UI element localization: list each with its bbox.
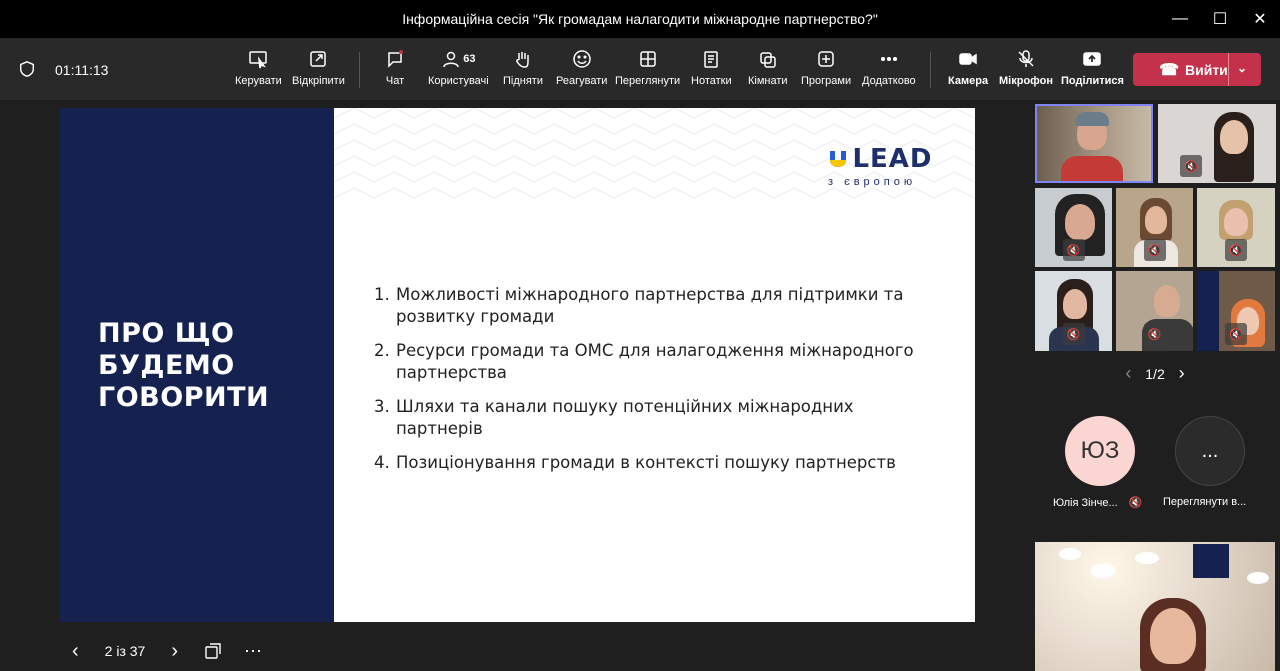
- mic-label: Мікрофон: [999, 75, 1054, 87]
- view-all-button[interactable]: [1175, 416, 1245, 486]
- leave-label: Вийти: [1185, 61, 1228, 78]
- self-video-tile[interactable]: [1035, 542, 1275, 671]
- notes-icon: [700, 48, 722, 70]
- more-icon: [878, 48, 900, 70]
- mic-off-icon: 🔇: [1128, 497, 1143, 509]
- list-item: [374, 284, 944, 328]
- chevron-down-icon[interactable]: ⌄: [1237, 61, 1248, 75]
- mic-off-icon: 🔇: [1063, 323, 1085, 345]
- rooms-button[interactable]: [748, 48, 788, 92]
- video-tile[interactable]: [1197, 271, 1275, 351]
- item-text: Позиціонування громади в контексті пошуку партнерств: [396, 453, 896, 472]
- video-tile[interactable]: [1116, 188, 1193, 267]
- banner-strip: [1197, 271, 1219, 351]
- raise-hand-button[interactable]: [503, 48, 543, 92]
- mic-off-icon: 🔇: [1180, 155, 1202, 177]
- share-label: Поділитися: [1061, 75, 1124, 87]
- people-label: Користувачі: [428, 75, 489, 87]
- chevron-right-icon[interactable]: ›: [1178, 363, 1185, 383]
- apps-label: Програми: [801, 75, 852, 87]
- chat-label: Чат: [385, 75, 405, 87]
- view-button[interactable]: [615, 48, 680, 92]
- avatar[interactable]: [1065, 416, 1135, 486]
- meeting-timer: 01:11:13: [55, 62, 109, 78]
- chat-button[interactable]: [384, 48, 406, 92]
- shield-icon: [18, 60, 36, 78]
- notes-button[interactable]: [691, 48, 732, 92]
- avatar-initials: ЮЗ: [1080, 437, 1120, 464]
- rooms-icon: [757, 48, 779, 70]
- camera-label: Камера: [948, 75, 989, 87]
- camera-button[interactable]: [948, 48, 988, 92]
- view-icon: [637, 48, 659, 70]
- raise-hand-icon: [512, 48, 534, 70]
- list-item: [374, 452, 944, 474]
- mic-off-icon: 🔇: [1144, 323, 1166, 345]
- list-item: [374, 340, 944, 384]
- item-number: 3.: [374, 397, 390, 416]
- people-icon: [434, 48, 482, 70]
- heading-line: ГОВОРИТИ: [98, 382, 270, 413]
- item-number: 4.: [374, 453, 390, 472]
- view-all-label: Переглянути в...: [1163, 496, 1247, 508]
- title-bar: [0, 0, 1280, 38]
- control-label: Керувати: [235, 75, 282, 87]
- video-tile[interactable]: [1035, 104, 1153, 183]
- agenda-list: [374, 284, 944, 486]
- leave-divider: [1228, 53, 1229, 86]
- heading-line: БУДЕМО: [98, 350, 235, 381]
- chevron-left-icon[interactable]: ‹: [1125, 363, 1132, 383]
- chevron-right-icon[interactable]: ›: [171, 639, 179, 662]
- people-button[interactable]: [428, 48, 489, 92]
- video-tile[interactable]: [1116, 271, 1193, 351]
- video-tile[interactable]: [1158, 104, 1276, 183]
- pager-label: 1/2: [1145, 366, 1165, 382]
- ulead-u-icon: [828, 149, 848, 169]
- apps-icon: [815, 48, 837, 70]
- participant-name-text: Юлія Зінче...: [1053, 497, 1118, 509]
- leave-button[interactable]: [1133, 53, 1261, 86]
- camera-icon: [957, 48, 979, 70]
- item-text: Можливості міжнародного партнерства для підтримки та розвитку громади: [396, 285, 904, 326]
- control-button[interactable]: [235, 48, 282, 92]
- ulead-logo: [828, 144, 933, 188]
- video-tile[interactable]: [1035, 188, 1112, 267]
- more-options-icon[interactable]: ⋯: [244, 640, 264, 661]
- mic-off-icon: 🔇: [1225, 323, 1247, 345]
- mic-off-icon: 🔇: [1063, 239, 1085, 261]
- participant-hair: [1075, 112, 1109, 126]
- toolbar-divider: [359, 52, 360, 88]
- heading-line: ПРО ЩО: [98, 318, 235, 349]
- participant-face: [1065, 204, 1095, 240]
- view-label: Переглянути: [615, 75, 681, 87]
- participant-face: [1063, 289, 1087, 319]
- apps-button[interactable]: [801, 48, 851, 92]
- participant-name: [1053, 496, 1142, 509]
- logo-subtitle: з європою: [828, 176, 917, 188]
- raise-hand-label: Підняти: [503, 75, 543, 87]
- participant-face: [1154, 285, 1180, 317]
- more-button[interactable]: [862, 48, 916, 92]
- video-tile[interactable]: [1035, 271, 1112, 351]
- phone-hangup-icon: ☎: [1159, 61, 1179, 79]
- chat-icon: [384, 48, 406, 70]
- ceiling-light: [1135, 552, 1159, 564]
- list-item: [374, 396, 944, 440]
- react-button[interactable]: [556, 48, 607, 92]
- video-tile[interactable]: [1197, 188, 1275, 267]
- mic-off-icon: [1015, 48, 1037, 70]
- rooms-label: Кімнати: [748, 75, 788, 87]
- item-text: Ресурси громади та ОМС для налагодження міжнародного партнерства: [396, 341, 914, 382]
- slide-right-panel: [334, 108, 975, 622]
- close-icon[interactable]: ✕: [1253, 11, 1267, 28]
- control-icon: [247, 48, 269, 70]
- maximize-icon[interactable]: ☐: [1212, 11, 1228, 28]
- participant-face: [1145, 206, 1167, 234]
- presentation-slide: [60, 108, 975, 622]
- item-number: 2.: [374, 341, 390, 360]
- react-icon: [571, 48, 593, 70]
- banner-strip: [1193, 544, 1229, 578]
- popout-label: Відкріпити: [292, 75, 345, 87]
- chevron-left-icon[interactable]: ‹: [72, 639, 79, 662]
- slide-heading: [98, 318, 269, 414]
- meeting-toolbar: [0, 38, 1280, 100]
- notes-label: Нотатки: [691, 75, 732, 87]
- logo-text: LEAD: [852, 144, 933, 174]
- mic-button[interactable]: [999, 48, 1053, 92]
- ceiling-light: [1247, 572, 1269, 584]
- react-label: Реагувати: [556, 75, 608, 87]
- mic-off-icon: 🔇: [1144, 239, 1166, 261]
- slide-left-panel: [60, 108, 334, 622]
- popout-icon: [307, 48, 329, 70]
- slide-counter: 2 із 37: [104, 643, 146, 659]
- slide-navigation: [60, 638, 263, 664]
- share-button[interactable]: [1061, 48, 1124, 92]
- item-number: 1.: [374, 285, 390, 304]
- popout-button[interactable]: [292, 48, 345, 92]
- minimize-icon[interactable]: —: [1172, 10, 1188, 27]
- window-title: Інформаційна сесія "Як громадам налагодити міжнародне партнерство?": [402, 11, 878, 27]
- share-icon: [1081, 48, 1103, 70]
- slide-grid-icon[interactable]: [204, 640, 224, 663]
- participants-pager: [1030, 363, 1280, 384]
- mic-off-icon: 🔇: [1225, 239, 1247, 261]
- ceiling-light: [1059, 548, 1081, 560]
- participant-face: [1220, 120, 1248, 154]
- participant-face: [1150, 608, 1196, 664]
- participant-face: [1224, 208, 1248, 236]
- participants-panel: [1030, 100, 1280, 671]
- more-label: Додатково: [862, 75, 916, 87]
- shared-content-stage: [0, 100, 1030, 671]
- participant-body: [1061, 156, 1123, 183]
- toolbar-divider: [930, 52, 931, 88]
- more-icon: ...: [1201, 439, 1219, 462]
- people-count: 63: [463, 53, 476, 65]
- item-text: Шляхи та канали пошуку потенційних міжнародних партнерів: [396, 397, 854, 438]
- ceiling-light: [1090, 564, 1116, 578]
